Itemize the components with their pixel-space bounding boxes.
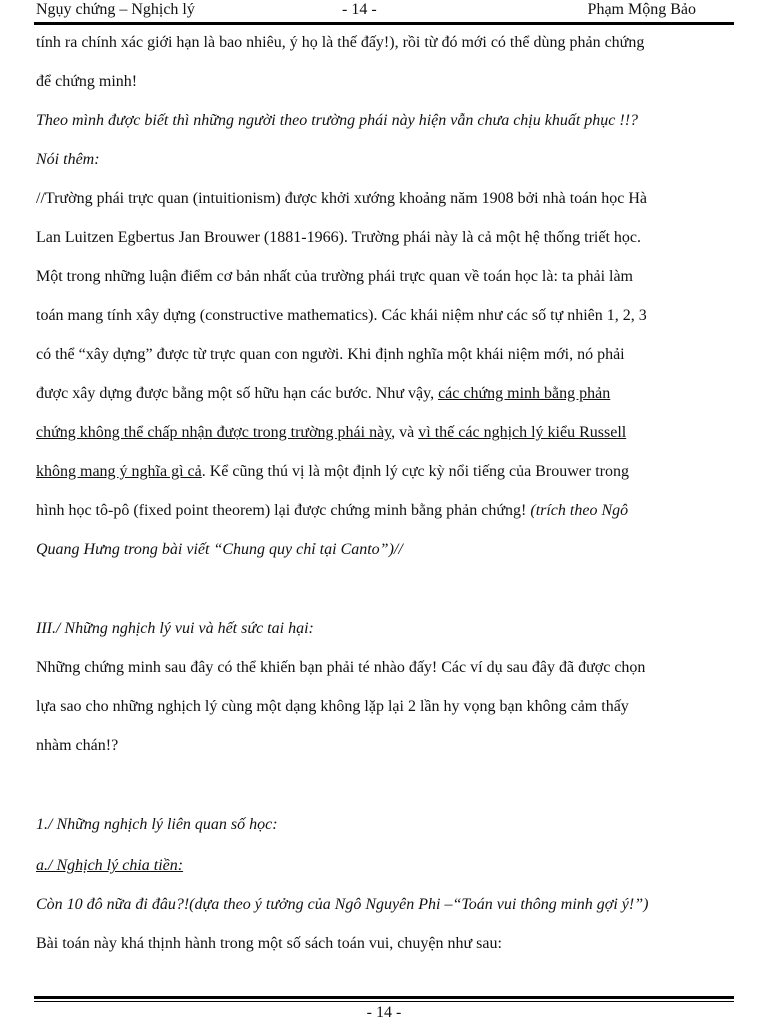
footer-rule xyxy=(34,996,734,999)
text-line: Theo mình được biết thì những người theo trường phái này hiện vẫn chưa chịu khuất phục !!? xyxy=(36,112,639,129)
text-run: (trích theo Ngô xyxy=(530,502,629,519)
text-line xyxy=(36,463,629,481)
text-line: III./ Những nghịch lý vui và hết sức tai hại: xyxy=(36,620,314,637)
text-line: lựa sao cho những nghịch lý cùng một dạng không lặp lại 2 lần hy vọng bạn không cảm thấy xyxy=(36,698,629,715)
text-line: Nói thêm: xyxy=(36,151,100,168)
text-line: tính ra chính xác giới hạn là bao nhiêu, ý họ là thế đấy!), rồi từ đó mới có thể dùng phản chứng xyxy=(36,34,645,51)
text-run: , và xyxy=(391,424,419,441)
text-line: Lan Luitzen Egbertus Jan Brouwer (1881-1966). Trường phái này là cả một hệ thống triết học. xyxy=(36,229,641,246)
text-line: Bài toán này khá thịnh hành trong một số sách toán vui, chuyện như sau: xyxy=(36,935,502,952)
text-run: không mang ý nghĩa gì cả xyxy=(36,463,202,480)
text-line: Còn 10 đô nữa đi đâu?!(dựa theo ý tưởng của Ngô Nguyên Phi –“Toán vui thông minh gợi ý!”) xyxy=(36,896,649,913)
text-line: nhàm chán!? xyxy=(36,737,119,754)
text-line: toán mang tính xây dựng (constructive mathematics). Các khái niệm như các số tự nhiên 1, 2, 3 xyxy=(36,307,647,324)
text-run: vì thế các nghịch lý kiểu Russell xyxy=(418,424,627,441)
text-line xyxy=(36,424,626,442)
text-line: //Trường phái trực quan (intuitionism) được khởi xướng khoảng năm 1908 bởi nhà toán học Hà xyxy=(36,190,647,207)
text-line: Những chứng minh sau đây có thể khiến bạn phải té nhào đấy! Các ví dụ sau đây đã được chọn xyxy=(36,659,646,676)
text-run: các chứng minh bằng phản xyxy=(438,385,611,402)
text-line: có thể “xây dựng” được từ trực quan con người. Khi định nghĩa một khái niệm mới, nó phải xyxy=(36,346,625,363)
running-header xyxy=(36,1,732,23)
text-line: a./ Nghịch lý chia tiền: xyxy=(36,857,184,874)
text-line xyxy=(36,502,628,520)
text-line xyxy=(36,385,610,403)
text-line: Một trong những luận điểm cơ bản nhất của trường phái trực quan về toán học là: ta phải làm xyxy=(36,268,633,285)
text-line: Quang Hưng trong bài viết “Chung quy chỉ tại Canto”)// xyxy=(36,541,403,558)
header-title: Ngụy chứng – Nghịch lý xyxy=(36,1,195,18)
footer-rule-thin xyxy=(34,1001,734,1002)
text-line: để chứng minh! xyxy=(36,73,138,90)
header-author: Phạm Mộng Bảo xyxy=(587,1,696,18)
text-line: 1./ Những nghịch lý liên quan số học: xyxy=(36,816,278,833)
footer-page-number: - 14 - xyxy=(366,1004,402,1021)
text-run: chứng không thể chấp nhận được trong trường phái này xyxy=(36,424,392,441)
text-run: hình học tô-pô (fixed point theorem) lại được chứng minh bằng phản chứng! xyxy=(36,502,531,519)
text-run: . Kể cũng thú vị là một định lý cực kỳ nổi tiếng của Brouwer trong xyxy=(201,463,629,480)
header-rule xyxy=(34,22,734,25)
header-page-number: - 14 - xyxy=(342,1,377,18)
text-run: được xây dựng được bằng một số hữu hạn các bước. Như vậy, xyxy=(36,385,439,402)
